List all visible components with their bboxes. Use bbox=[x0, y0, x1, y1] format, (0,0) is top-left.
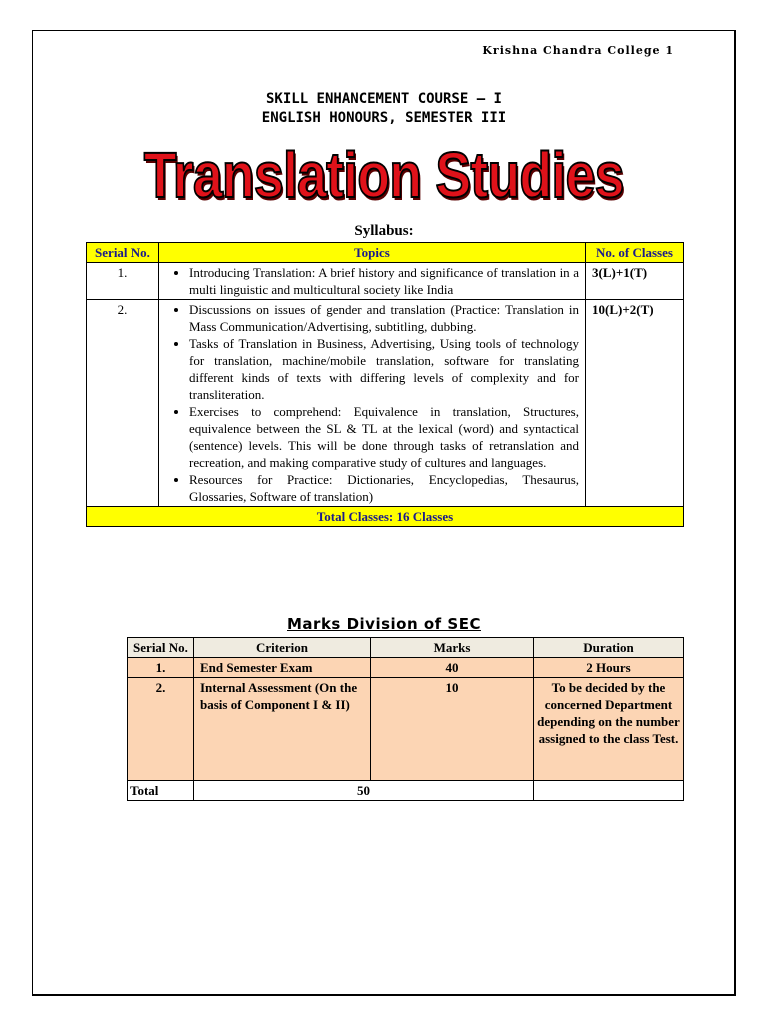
total-label: Total bbox=[128, 781, 194, 801]
marks-table bbox=[127, 637, 684, 801]
criterion-cell: End Semester Exam bbox=[194, 658, 371, 678]
total-value: 50 bbox=[194, 781, 534, 801]
list-item: • Exercises to comprehend: Equivalence in translation, Structures, equivalence between the SL & TL at the lexical (word) and syntactical (sentence) levels. This will be done through tasks of retranslation and recreation, and making comparative study of cultures and languages. bbox=[189, 403, 579, 471]
classes-cell: 10(L)+2(T) bbox=[586, 300, 684, 507]
criterion-cell: Internal Assessment (On the basis of Component I & II) bbox=[194, 678, 371, 781]
title-block bbox=[0, 135, 768, 215]
course-heading bbox=[0, 90, 768, 128]
serial-cell: 1. bbox=[128, 658, 194, 678]
empty-cell bbox=[534, 781, 684, 801]
duration-cell: 2 Hours bbox=[534, 658, 684, 678]
topic-list bbox=[161, 301, 579, 505]
topic-list bbox=[161, 264, 579, 298]
marks-header-row bbox=[128, 638, 684, 658]
table-row bbox=[128, 678, 684, 781]
topics-cell bbox=[159, 263, 586, 300]
serial-cell: 2. bbox=[87, 300, 159, 507]
table-row bbox=[128, 658, 684, 678]
course-line-1: SKILL ENHANCEMENT COURSE – I bbox=[265, 91, 502, 107]
classes-cell: 3(L)+1(T) bbox=[586, 263, 684, 300]
marks-col-duration: Duration bbox=[534, 638, 684, 658]
syllabus-heading: Syllabus: bbox=[354, 223, 414, 239]
topics-cell bbox=[159, 300, 586, 507]
marks-col-serial: Serial No. bbox=[128, 638, 194, 658]
duration-cell: To be decided by the concerned Department depending on the number assigned to the class Test. bbox=[534, 678, 684, 781]
marks-col-marks: Marks bbox=[371, 638, 534, 658]
syllabus-col-classes: No. of Classes bbox=[586, 243, 684, 263]
serial-cell: 2. bbox=[128, 678, 194, 781]
table-row bbox=[87, 300, 684, 507]
list-item: • Discussions on issues of gender and translation (Practice: Translation in Mass Communication/Advertising, subtitling, dubbing. bbox=[189, 301, 579, 335]
marks-cell: 40 bbox=[371, 658, 534, 678]
total-classes: Total Classes: 16 Classes bbox=[87, 507, 684, 527]
list-item: • Introducing Translation: A brief history and significance of translation in a multi linguistic and multicultural society like India bbox=[189, 264, 579, 298]
syllabus-header-row bbox=[87, 243, 684, 263]
marks-total-row bbox=[128, 781, 684, 801]
marks-cell: 10 bbox=[371, 678, 534, 781]
table-row bbox=[87, 263, 684, 300]
serial-cell: 1. bbox=[87, 263, 159, 300]
marks-heading: Marks Division of SEC bbox=[287, 615, 481, 633]
syllabus-total-row bbox=[87, 507, 684, 527]
course-line-2: ENGLISH HONOURS, SEMESTER III bbox=[261, 110, 507, 126]
marks-col-criterion: Criterion bbox=[194, 638, 371, 658]
running-header: Krishna Chandra College 1 bbox=[482, 44, 674, 57]
list-item: • Resources for Practice: Dictionaries, Encyclopedias, Thesaurus, Glossaries, Software of translation) bbox=[189, 471, 579, 505]
syllabus-table bbox=[86, 242, 684, 527]
syllabus-col-serial: Serial No. bbox=[87, 243, 159, 263]
document-title: Translation Studies bbox=[144, 139, 624, 211]
syllabus-col-topics: Topics bbox=[159, 243, 586, 263]
list-item: • Tasks of Translation in Business, Advertising, Using tools of technology for translation, machine/mobile translation, software for translating different kinds of texts with differing levels of complexity and for transliteration. bbox=[189, 335, 579, 403]
